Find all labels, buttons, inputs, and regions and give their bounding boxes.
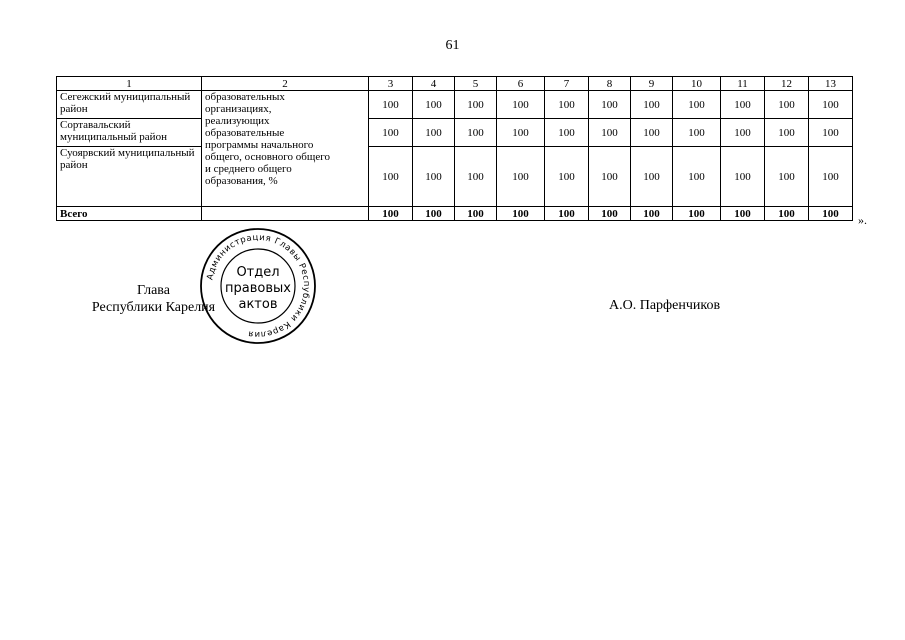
signatory-title-line: Республики Карелия — [91, 300, 216, 315]
value-cell: 100 — [413, 119, 455, 147]
header-cell: 6 — [497, 77, 545, 91]
header-cell: 9 — [631, 77, 673, 91]
header-cell: 8 — [589, 77, 631, 91]
region-cell: Суоярвский муниципальный район — [57, 147, 202, 207]
value-cell: 100 — [413, 147, 455, 207]
indicator-line: организациях, — [205, 103, 272, 115]
indicator-line: образовательных — [205, 91, 285, 103]
total-value-cell: 100 — [673, 207, 721, 221]
header-cell: 4 — [413, 77, 455, 91]
value-cell: 100 — [497, 147, 545, 207]
total-value-cell: 100 — [765, 207, 809, 221]
region-cell: Сегежский муниципальный район — [57, 91, 202, 119]
official-stamp — [198, 226, 318, 346]
value-cell: 100 — [545, 147, 589, 207]
value-cell: 100 — [369, 147, 413, 207]
header-cell: 12 — [765, 77, 809, 91]
value-cell: 100 — [369, 119, 413, 147]
value-cell: 100 — [413, 91, 455, 119]
value-cell: 100 — [765, 119, 809, 147]
value-cell: 100 — [455, 119, 497, 147]
value-cell: 100 — [589, 147, 631, 207]
value-cell: 100 — [631, 147, 673, 207]
value-cell: 100 — [673, 147, 721, 207]
value-cell: 100 — [721, 91, 765, 119]
stamp-inner-line: актов — [238, 297, 278, 312]
total-row — [57, 207, 853, 221]
indicator-line: образовательные — [205, 127, 285, 139]
value-cell: 100 — [497, 91, 545, 119]
total-value-cell: 100 — [809, 207, 853, 221]
header-cell: 1 — [57, 77, 202, 91]
value-cell: 100 — [455, 147, 497, 207]
total-label: Всего — [57, 207, 202, 221]
value-cell: 100 — [631, 91, 673, 119]
header-cell: 7 — [545, 77, 589, 91]
header-cell: 10 — [673, 77, 721, 91]
table-row — [57, 147, 853, 207]
signatory-title-line: Глава — [137, 283, 170, 298]
data-table — [56, 76, 853, 221]
total-value-cell: 100 — [631, 207, 673, 221]
total-value-cell: 100 — [497, 207, 545, 221]
value-cell: 100 — [809, 119, 853, 147]
indicator-line: образования, % — [205, 175, 278, 187]
value-cell: 100 — [809, 147, 853, 207]
total-value-cell: 100 — [369, 207, 413, 221]
value-cell: 100 — [631, 119, 673, 147]
value-cell: 100 — [765, 147, 809, 207]
table-row — [57, 91, 853, 119]
value-cell: 100 — [589, 91, 631, 119]
indicator-line: и среднего общего — [205, 163, 292, 175]
region-cell: Сортавальский муниципальный район — [57, 119, 202, 147]
indicator-line: общего, основного общего — [205, 151, 330, 163]
table-header-row — [57, 77, 853, 91]
stamp-ring-text: Администрация Главы Республики Карелия — [205, 232, 312, 340]
signatory-name: А.О. Парфенчиков — [609, 298, 721, 313]
total-value-cell: 100 — [721, 207, 765, 221]
page-number: 61 — [445, 38, 460, 53]
value-cell: 100 — [721, 119, 765, 147]
total-value-cell: 100 — [545, 207, 589, 221]
value-cell: 100 — [497, 119, 545, 147]
value-cell: 100 — [673, 91, 721, 119]
closing-quote: ». — [858, 213, 867, 227]
value-cell: 100 — [673, 119, 721, 147]
value-cell: 100 — [721, 147, 765, 207]
header-cell: 5 — [455, 77, 497, 91]
total-value-cell: 100 — [589, 207, 631, 221]
value-cell: 100 — [809, 91, 853, 119]
total-value-cell: 100 — [413, 207, 455, 221]
stamp-inner-line: правовых — [225, 281, 291, 296]
header-cell: 3 — [369, 77, 413, 91]
total-value-cell: 100 — [455, 207, 497, 221]
total-empty-cell — [202, 207, 369, 221]
value-cell: 100 — [369, 91, 413, 119]
indicator-cell — [202, 91, 369, 207]
header-cell: 11 — [721, 77, 765, 91]
indicator-line: программы начального — [205, 139, 314, 151]
indicator-line: реализующих — [205, 115, 270, 127]
value-cell: 100 — [589, 119, 631, 147]
value-cell: 100 — [545, 91, 589, 119]
value-cell: 100 — [545, 119, 589, 147]
header-cell: 2 — [202, 77, 369, 91]
value-cell: 100 — [455, 91, 497, 119]
value-cell: 100 — [765, 91, 809, 119]
header-cell: 13 — [809, 77, 853, 91]
table-row — [57, 119, 853, 147]
stamp-inner-line: Отдел — [236, 265, 280, 280]
